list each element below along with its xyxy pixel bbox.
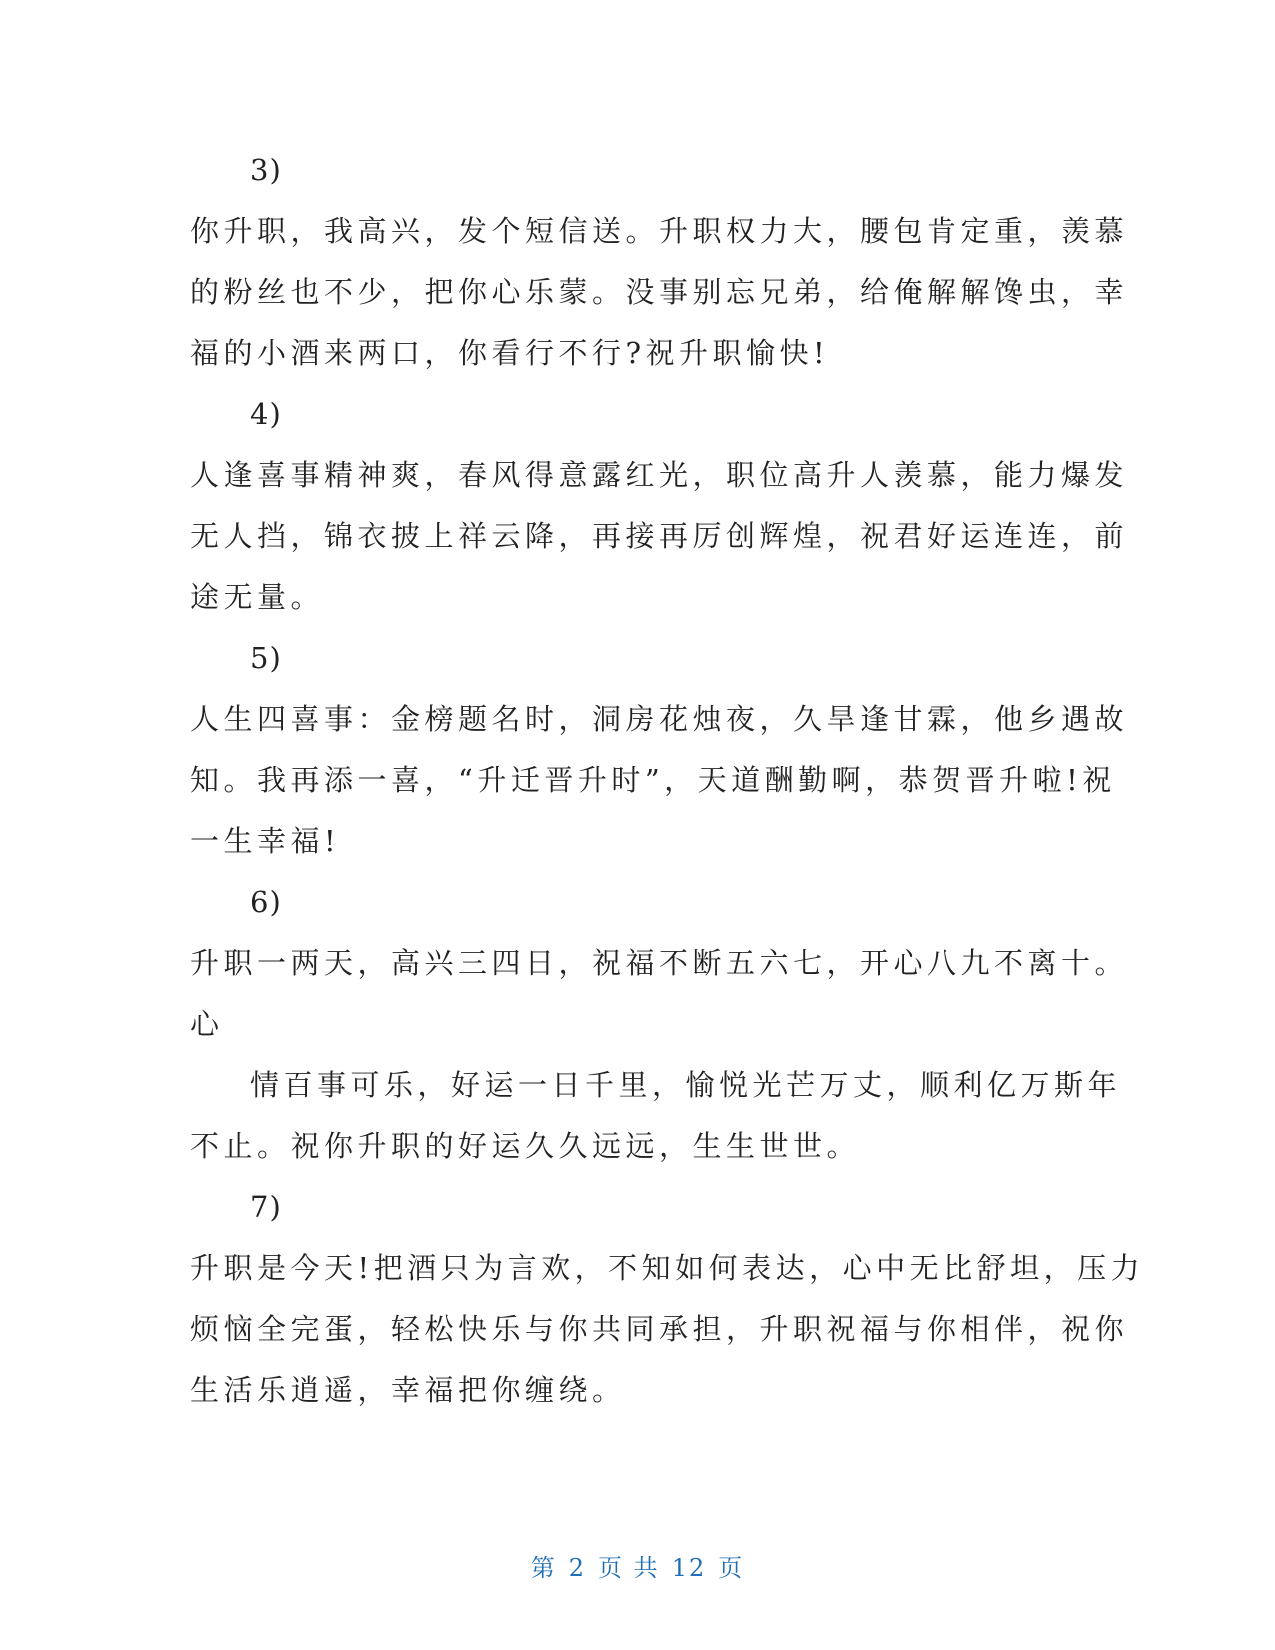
item-number: 6)	[250, 885, 282, 919]
paragraph-line: 升职是今天!把酒只为言欢，不知如何表达，心中无比舒坦，压力	[190, 1251, 1145, 1285]
paragraph-line: 人生四喜事：金榜题名时，洞房花烛夜，久旱逢甘霖，他乡遇故	[190, 702, 1129, 736]
paragraph-line: 升职一两天，高兴三四日，祝福不断五六七，开心八九不离十。	[190, 946, 1129, 980]
item-number: 7)	[250, 1190, 282, 1224]
paragraph-line: 心	[190, 1007, 224, 1041]
footer-page-number: 2	[568, 1554, 587, 1582]
footer-suffix: 页	[718, 1554, 745, 1582]
page-footer	[0, 1548, 1275, 1583]
footer-middle: 页 共	[598, 1554, 660, 1582]
paragraph-line: 情百事可乐，好运一日千里，愉悦光芒万丈，顺利亿万斯年	[250, 1068, 1122, 1102]
paragraph-line: 你升职，我高兴，发个短信送。升职权力大，腰包肯定重，羡慕	[190, 214, 1129, 248]
paragraph-line: 一生幸福!	[190, 824, 341, 858]
paragraph-line: 生活乐逍遥，幸福把你缠绕。	[190, 1373, 626, 1407]
paragraph-line: 知。我再添一喜，“升迁晋升时”，天道酬勤啊，恭贺晋升啦!祝	[190, 763, 1116, 797]
footer-prefix: 第	[530, 1554, 557, 1582]
paragraph-line: 不止。祝你升职的好运久久远远，生生世世。	[190, 1129, 861, 1163]
paragraph-line: 人逢喜事精神爽，春风得意露红光，职位高升人羡慕，能力爆发	[190, 458, 1129, 492]
paragraph-line: 福的小酒来两口，你看行不行?祝升职愉快!	[190, 336, 830, 370]
paragraph-line: 的粉丝也不少，把你心乐蒙。没事别忘兄弟，给俺解解馋虫，幸	[190, 275, 1129, 309]
item-number: 4)	[250, 397, 282, 431]
paragraph-line: 烦恼全完蛋，轻松快乐与你共同承担，升职祝福与你相伴，祝你	[190, 1312, 1129, 1346]
item-number: 5)	[250, 641, 282, 675]
page-content	[190, 140, 1145, 1421]
paragraph-line: 途无量。	[190, 580, 325, 614]
paragraph-line: 无人挡，锦衣披上祥云降，再接再厉创辉煌，祝君好运连连，前	[190, 519, 1129, 553]
item-number: 3)	[250, 153, 282, 187]
footer-total-pages: 12	[671, 1554, 707, 1582]
